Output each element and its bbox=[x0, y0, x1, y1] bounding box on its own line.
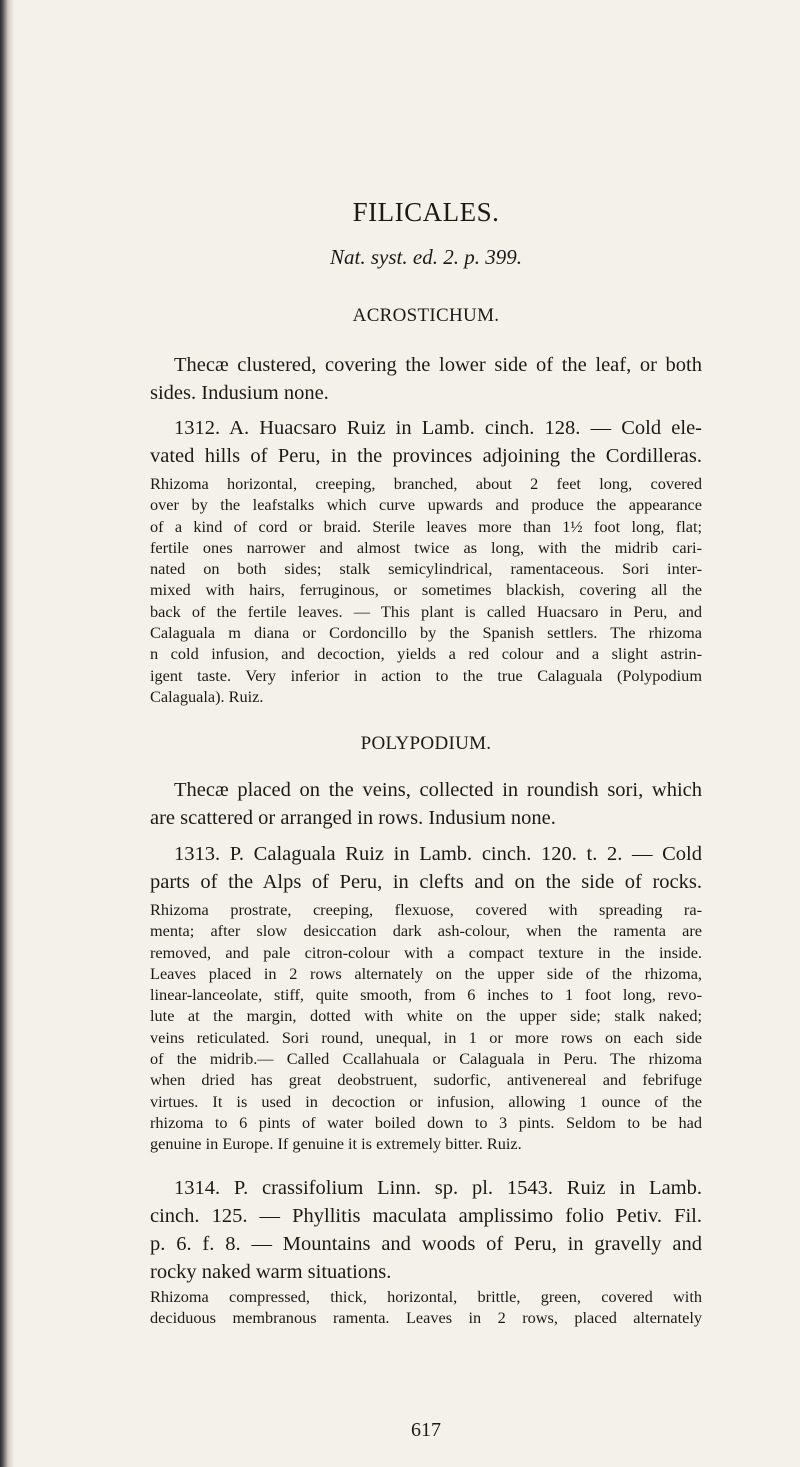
text-line: are scattered or arranged in rows. Indusium none. bbox=[150, 807, 556, 829]
text-line: Leaves placed in 2 rows alternately on the upper side of the rhizoma, bbox=[150, 963, 702, 983]
binding-edge bbox=[0, 0, 14, 1467]
section-heading-acrostichum: ACROSTICHUM. bbox=[352, 305, 500, 326]
text-line: Rhizoma prostrate, creeping, flexuose, covered with spreading ra- bbox=[150, 900, 702, 919]
book-page bbox=[150, 0, 702, 1467]
text-line: lute at the margin, dotted with white on the upper side; stalk naked; bbox=[150, 1006, 702, 1026]
text-line: n cold infusion, and decoction, yields a red colour and a slight astrin- bbox=[150, 644, 702, 664]
entry-heading-line: rocky naked warm situations. bbox=[150, 1261, 392, 1283]
text-line: menta; after slow desiccation dark ash-colour, when the ramenta are bbox=[150, 921, 702, 941]
text-line: nated on both sides; stalk semicylindrical, ramentaceous. Sori inter- bbox=[150, 559, 702, 579]
text-line: Thecæ clustered, covering the lower side of the leaf, or both bbox=[174, 354, 702, 376]
species-description-1314 bbox=[150, 1286, 702, 1329]
text-line: genuine in Europe. If genuine it is extremely bitter. Ruiz. bbox=[150, 1134, 522, 1154]
entry-heading-line: 1312. A. Huacsaro Ruiz in Lamb. cinch. 128. — Cold ele- bbox=[174, 417, 702, 439]
species-entry-1313 bbox=[150, 840, 702, 896]
entry-heading-line: p. 6. f. 8. — Mountains and woods of Peru, in gravelly and bbox=[150, 1233, 702, 1255]
species-entry-1312 bbox=[150, 414, 702, 470]
text-line: Calaguala). Ruiz. bbox=[150, 686, 264, 706]
text-line: of the midrib.— Called Ccallahuala or Calaguala in Peru. The rhizoma bbox=[150, 1049, 702, 1069]
text-line: back of the fertile leaves. — This plant is called Huacsaro in Peru, and bbox=[150, 601, 702, 621]
text-line: Calaguala m diana or Cordoncillo by the Spanish settlers. The rhizoma bbox=[150, 623, 702, 643]
page-subtitle: Nat. syst. ed. 2. p. 399. bbox=[330, 245, 522, 269]
entry-heading-line: cinch. 125. — Phyllitis maculata amplissimo folio Petiv. Fil. bbox=[150, 1205, 702, 1227]
text-line: of a kind of cord or braid. Sterile leaves more than 1½ foot long, flat; bbox=[150, 516, 702, 536]
genus-description-polypodium bbox=[150, 776, 702, 832]
section-heading-polypodium: POLYPODIUM. bbox=[360, 733, 492, 754]
text-line: sides. Indusium none. bbox=[150, 382, 329, 404]
text-line: Rhizoma compressed, thick, horizontal, brittle, green, covered with bbox=[150, 1287, 702, 1306]
text-line: over by the leafstalks which curve upwards and produce the appearance bbox=[150, 495, 702, 515]
page-number: 617 bbox=[411, 1419, 441, 1441]
text-line: Rhizoma horizontal, creeping, branched, about 2 feet long, covered bbox=[150, 474, 702, 493]
entry-heading-line: 1314. P. crassifolium Linn. sp. pl. 1543. Ruiz in Lamb. bbox=[174, 1177, 702, 1199]
species-entry-1314 bbox=[150, 1174, 702, 1286]
entry-heading-line: parts of the Alps of Peru, in clefts and on the side of rocks. bbox=[150, 871, 702, 893]
text-line: fertile ones narrower and almost twice as long, with the midrib cari- bbox=[150, 537, 702, 557]
text-line: igent taste. Very inferior in action to the true Calaguala (Polypodium bbox=[150, 665, 702, 685]
text-line: when dried has great deobstruent, sudorfic, antivenereal and febrifuge bbox=[150, 1070, 702, 1090]
text-line: veins reticulated. Sori round, unequal, in 1 or more rows on each side bbox=[150, 1027, 702, 1047]
page-title: FILICALES. bbox=[352, 197, 500, 227]
species-description-1312 bbox=[150, 473, 702, 707]
entry-heading-line: vated hills of Peru, in the provinces adjoining the Cordilleras. bbox=[150, 445, 702, 467]
text-line: deciduous membranous ramenta. Leaves in 2 rows, placed alternately bbox=[150, 1308, 702, 1328]
text-line: virtues. It is used in decoction or infusion, allowing 1 ounce of the bbox=[150, 1091, 702, 1111]
genus-description-acrostichum bbox=[150, 351, 702, 407]
species-description-1313 bbox=[150, 899, 702, 1155]
text-line: rhizoma to 6 pints of water boiled down to 3 pints. Seldom to be had bbox=[150, 1112, 702, 1132]
text-line: linear-lanceolate, stiff, quite smooth, from 6 inches to 1 foot long, revo- bbox=[150, 985, 702, 1005]
entry-heading-line: 1313. P. Calaguala Ruiz in Lamb. cinch. 120. t. 2. — Cold bbox=[174, 843, 702, 865]
text-line: Thecæ placed on the veins, collected in roundish sori, which bbox=[174, 779, 702, 801]
text-line: removed, and pale citron-colour with a compact texture in the inside. bbox=[150, 942, 702, 962]
text-line: mixed with hairs, ferruginous, or sometimes blackish, covering all the bbox=[150, 580, 702, 600]
